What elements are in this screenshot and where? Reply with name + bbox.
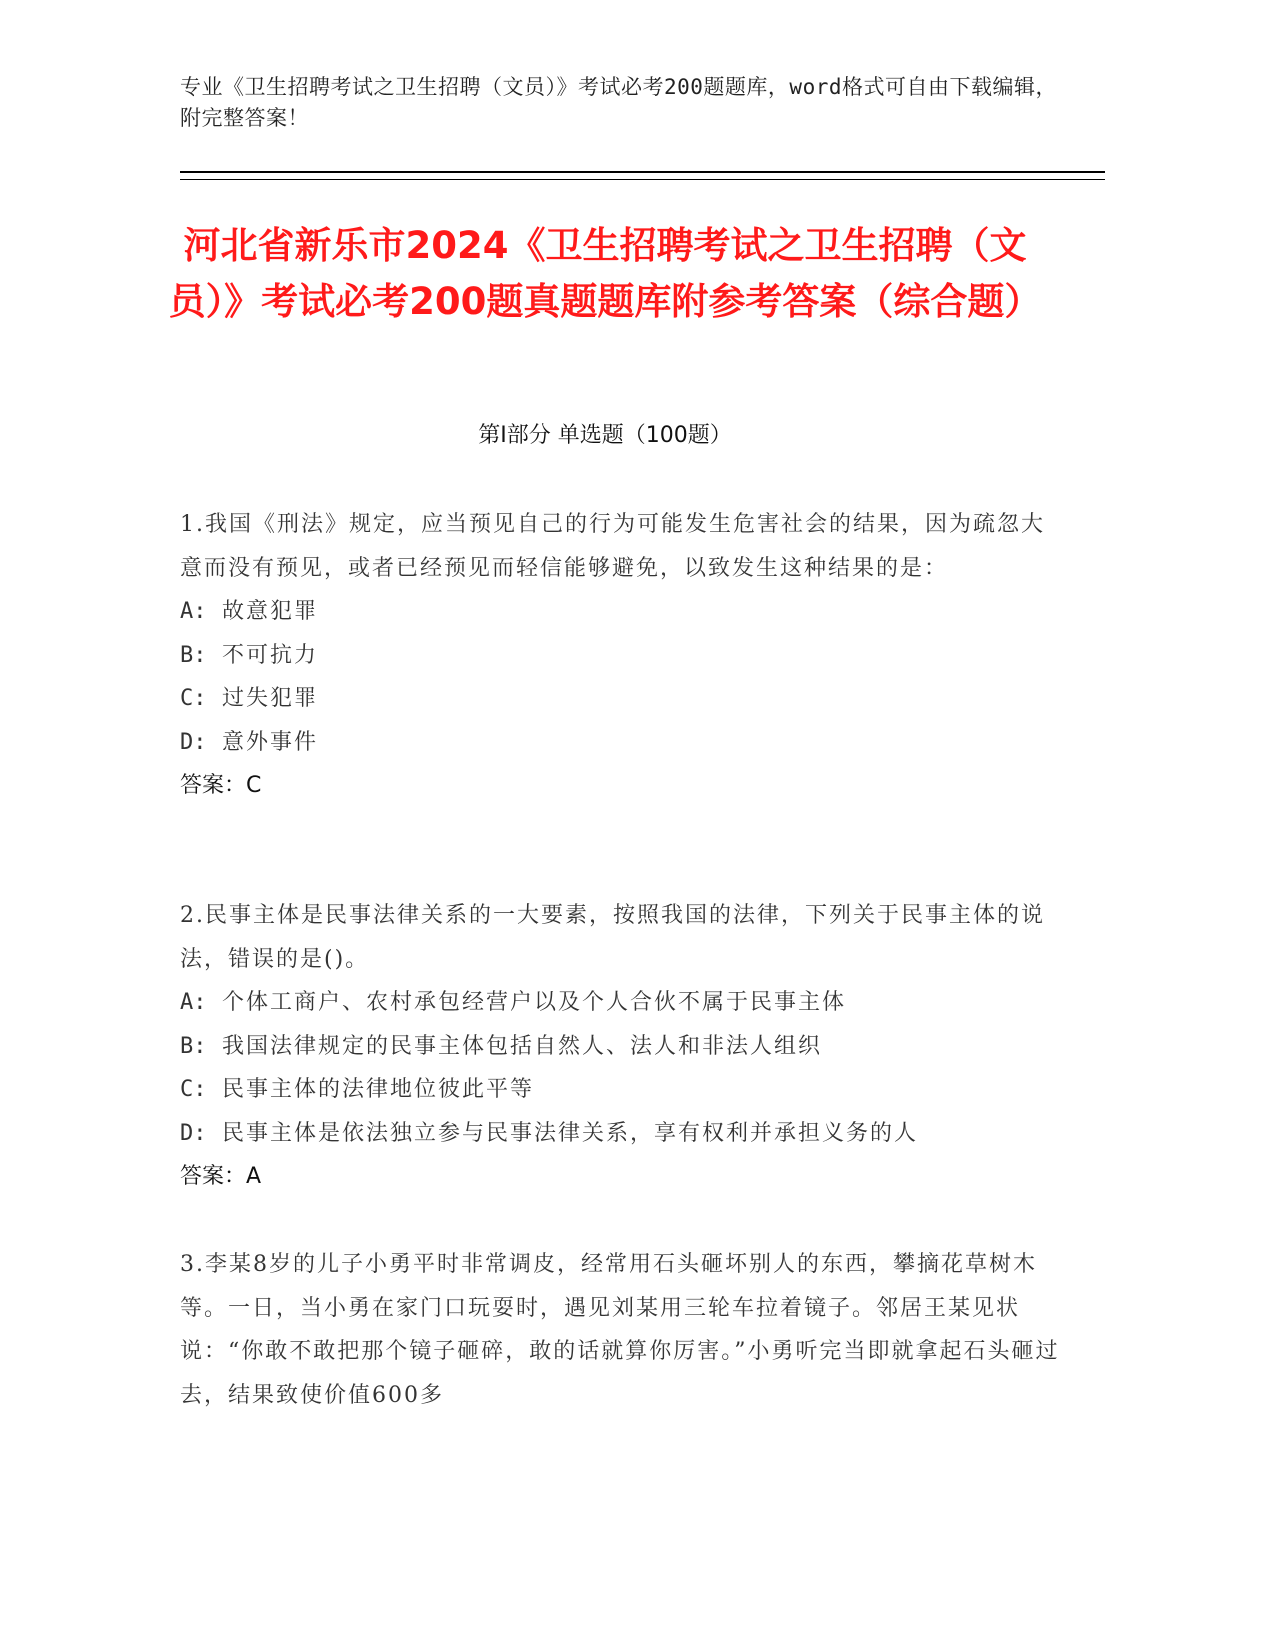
option-key: C: — [180, 686, 207, 711]
answer: 答案：A — [180, 1164, 262, 1189]
option-c — [180, 677, 1060, 721]
option-text: 我国法律规定的民事主体包括自然人、法人和非法人组织 — [222, 1033, 823, 1059]
option-text: 故意犯罪 — [222, 599, 319, 624]
section-title: 第Ⅰ部分 单选题（100题） — [478, 423, 732, 448]
option-text: 民事主体是依法独立参与民事法律关系，享有权利并承担义务的人 — [222, 1120, 919, 1146]
option-key: A: — [180, 599, 207, 624]
option-text: 不可抗力 — [222, 642, 319, 668]
option-text: 意外事件 — [222, 729, 319, 755]
option-key: D: — [180, 1120, 207, 1146]
answer: 答案：C — [180, 773, 262, 798]
question-1 — [180, 503, 1060, 808]
option-key: B: — [180, 1033, 207, 1059]
question-stem: 1.我国《刑法》规定，应当预见自己的行为可能发生危害社会的结果，因为疏忽大意而没有预见，或者已经预见而轻信能够避免，以致发生这种结果的是： — [180, 512, 1045, 581]
option-d — [180, 1112, 1060, 1156]
question-stem: 3.李某8岁的儿子小勇平时非常调皮，经常用石头砸坏别人的东西，攀摘花草树木等。一日，当小勇在家门口玩耍时，遇见刘某用三轮车拉着镜子。邻居王某见状说：“你敢不敢把那个镜子砸碎，敢的话就算你厉害。”小勇听完当即就拿起石头砸过去，结果致使价值600多 — [180, 1252, 1060, 1408]
header-rule-thick — [180, 171, 1105, 173]
option-key: C: — [180, 1077, 207, 1102]
question-3 — [180, 1243, 1060, 1417]
option-b — [180, 1025, 1060, 1069]
option-text: 民事主体的法律地位彼此平等 — [222, 1077, 535, 1102]
option-a — [180, 981, 1060, 1025]
option-b — [180, 634, 1060, 678]
option-text: 个体工商户、农村承包经营户以及个人合伙不属于民事主体 — [222, 990, 847, 1015]
option-key: A: — [180, 990, 207, 1015]
option-text: 过失犯罪 — [222, 686, 319, 711]
header-rule-thin — [180, 179, 1105, 180]
option-d — [180, 721, 1060, 765]
option-key: B: — [180, 642, 207, 668]
question-2 — [180, 894, 1060, 1199]
option-c — [180, 1068, 1060, 1112]
document-title: 河北省新乐市2024《卫生招聘考试之卫生招聘（文员）》考试必考200题真题题库附参考答案（综合题） — [168, 224, 1042, 323]
question-stem: 2.民事主体是民事法律关系的一大要素，按照我国的法律，下列关于民事主体的说法，错误的是()。 — [180, 903, 1045, 972]
header-note: 专业《卫生招聘考试之卫生招聘（文员）》考试必考200题题库，word格式可自由下载编辑，附完整答案！ — [180, 75, 1057, 130]
option-a — [180, 590, 1060, 634]
option-key: D: — [180, 729, 207, 755]
